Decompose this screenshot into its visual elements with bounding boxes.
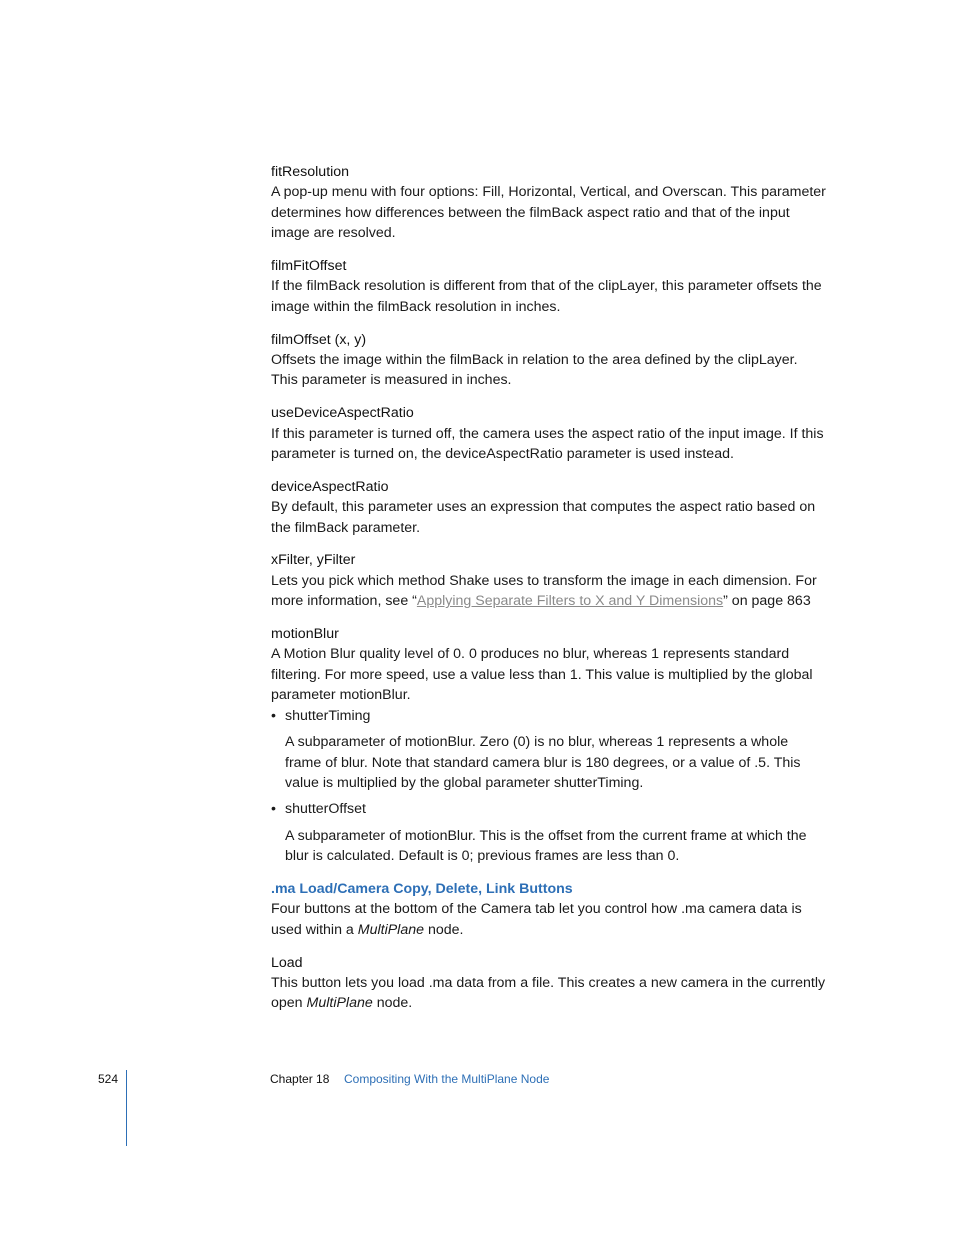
bullet-icon: • [271,801,276,818]
entry-description [271,571,827,612]
entry-load [271,953,827,1014]
text-run: This button lets you load .ma data from a file. This creates a new camera in the currently open [271,974,826,1012]
sub-description: A subparameter of motionBlur. Zero (0) is no blur, whereas 1 represents a whole frame of blur. Note that standard camera blur is 180 degrees, or a value of .5. This value is multiplied by the global parameter shutterTiming. [285,734,801,791]
footer-chapter-label: Chapter 18 [270,1072,330,1086]
sub-description: A subparameter of motionBlur. This is the offset from the current frame at which the blur is calculated. Default is 0; previous frames are less than 0. [285,827,807,865]
sub-term: shutterOffset [285,801,366,818]
page-body [271,162,827,1026]
entry-usedeviceaspectratio [271,403,827,464]
text-before-link: Lets you pick which method Shake uses to transform the image in each dimension. For more information, see “ [271,572,817,610]
sub-term: shutterTiming [285,707,371,724]
entry-term: deviceAspectRatio [271,478,389,495]
page-number: 524 [98,1072,119,1086]
entry-description: A Motion Blur quality level of 0. 0 produces no blur, whereas 1 represents standard filtering. For more speed, use a value less than 1. This value is multiplied by the global parameter motionBlur. [271,646,813,704]
section-description [271,899,827,940]
emphasis-text: MultiPlane [357,921,425,938]
section-heading: .ma Load/Camera Copy, Delete, Link Buttons [271,880,573,897]
section-ma-buttons [271,879,827,940]
entry-filmoffset [271,330,827,391]
footer-chapter-title[interactable]: Compositing With the MultiPlane Node [344,1072,550,1086]
footer-divider [126,1070,127,1146]
bullet-item [271,706,827,726]
entry-term: motionBlur [271,626,339,643]
bullet-item [271,799,827,819]
text-run: node. [372,995,413,1012]
sub-entry-shuttertiming [271,706,827,794]
entry-description: Offsets the image within the filmBack in relation to the area defined by the clipLayer. This parameter is measured in inches. [271,352,798,389]
entry-description: A pop-up menu with four options: Fill, Horizontal, Vertical, and Overscan. This parameter determines how differences between the filmBack aspect ratio and that of the input image are resolved. [271,184,826,242]
entry-filmfitoffset [271,256,827,317]
entry-term: filmOffset (x, y) [271,331,367,348]
entry-description: By default, this parameter uses an expression that computes the aspect ratio based on the filmBack parameter. [271,499,816,536]
entry-fitresolution [271,162,827,244]
entry-description: If this parameter is turned off, the camera uses the aspect ratio of the input image. If this parameter is turned on, the deviceAspectRatio parameter is used instead. [271,425,824,463]
entry-term: useDeviceAspectRatio [271,405,414,422]
text-run: node. [424,921,464,938]
bullet-icon: • [271,707,276,724]
text-after-link: ” on page 863 [723,593,811,610]
entry-term: fitResolution [271,164,350,180]
entry-deviceaspectratio [271,477,827,538]
entry-term: filmFitOffset [271,258,347,275]
emphasis-text: MultiPlane [306,995,373,1012]
entry-motionblur [271,624,827,866]
text-run: Four buttons at the bottom of the Camera tab let you control how .ma camera data is used within a [271,901,802,938]
entry-term: xFilter, yFilter [271,552,356,569]
entry-description: If the filmBack resolution is different from that of the clipLayer, this parameter offsets the image within the filmBack resolution in inches. [271,278,822,315]
cross-reference-link[interactable]: Applying Separate Filters to X and Y Dimensions [416,593,724,610]
entry-term: Load [271,954,303,971]
sub-entry-shutteroffset [271,799,827,866]
entry-xfilter [271,550,827,611]
entry-description [271,973,827,1014]
